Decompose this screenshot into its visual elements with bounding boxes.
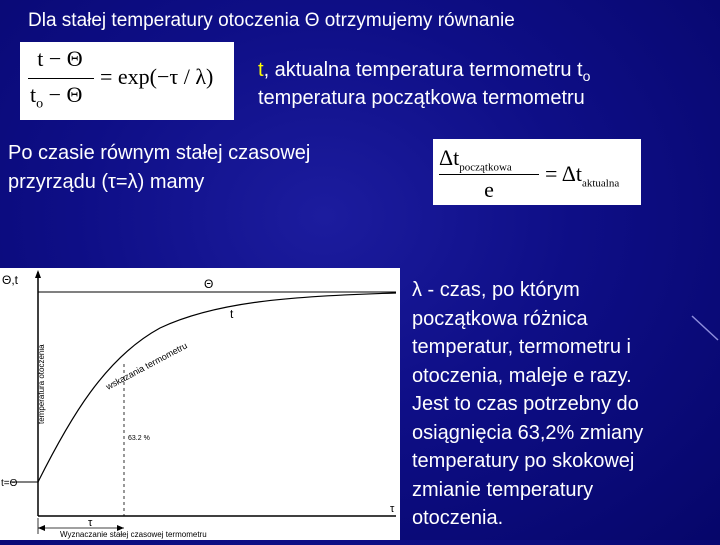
tau-right-label: τ — [390, 503, 395, 515]
response-plot-svg — [0, 268, 400, 540]
eq2-rhs — [545, 161, 619, 189]
decorative-stroke — [690, 300, 720, 350]
eq2-num-sub: początkowa — [459, 161, 512, 174]
start-level-label: t=Θ — [1, 478, 18, 489]
slide-title: Dla stałej temperatury otoczenia Θ otrzymujemy równanie — [28, 10, 515, 31]
time-constant-line2: przyrządu (τ=λ) mamy — [8, 171, 205, 193]
description-line: zmianie temperatury — [412, 478, 594, 501]
description-line: λ - czas, po którym — [412, 279, 580, 301]
description-line: otoczenia. — [412, 507, 504, 529]
eq2-rhs-sub: aktualna — [581, 177, 620, 190]
t-description: , aktualna temperatura termometru t — [263, 59, 583, 81]
eq1-rhs: = exp(−τ / λ) — [100, 64, 214, 89]
eq1-denominator — [30, 82, 94, 112]
eq1-den-t: t — [30, 82, 37, 107]
plot-caption: Wyznaczanie stałej czasowej termometru — [60, 530, 207, 539]
description-line: osiągnięcia 63,2% zmiany — [412, 421, 644, 444]
t-sub: o — [582, 68, 591, 84]
eq2-denominator: e — [484, 177, 494, 202]
eq2-numerator — [439, 145, 512, 173]
t0-description: temperatura początkowa termometru — [258, 87, 585, 109]
eq2-fraction-line — [439, 174, 539, 175]
tau-dim-arrow-left — [38, 525, 45, 531]
t-definition — [258, 58, 590, 89]
eq1-fraction-line — [28, 78, 94, 79]
equation-ratio — [20, 42, 234, 120]
y-side-label: temperatura otoczenia — [37, 344, 46, 424]
equation-decay — [433, 139, 641, 205]
tau-bottom-label: τ — [88, 517, 93, 529]
eq2-rhs-delta: = Δt — [545, 161, 582, 186]
eq1-numerator: t − Θ — [37, 46, 83, 71]
theta-label: Θ — [204, 277, 214, 291]
decorative-line — [692, 316, 718, 340]
y-axis-label: Θ,t — [2, 273, 19, 287]
description-line: temperatur, termometru i — [412, 336, 631, 358]
time-constant-line1: Po czasie równym stałej czasowej — [8, 142, 311, 164]
t-symbol: t — [258, 59, 264, 81]
description-line: początkowa różnica — [412, 307, 588, 330]
t-curve-label: t — [230, 307, 234, 321]
response-curve — [38, 293, 396, 482]
curve-label: wskazania termometru — [104, 340, 189, 392]
y-axis-arrow — [35, 270, 41, 278]
response-plot — [0, 268, 400, 540]
eq2-num-delta: Δt — [439, 145, 460, 170]
lambda-description — [412, 276, 712, 533]
eq1-den-rest: − Θ — [43, 82, 83, 107]
percent-label: 63.2 % — [128, 435, 150, 442]
description-line: Jest to czas potrzebny do — [412, 393, 639, 415]
description-line: otoczenia, maleje e razy. — [412, 364, 632, 387]
eq1-den-sub: o — [36, 96, 44, 112]
description-line: temperatury po skokowej — [412, 450, 635, 472]
